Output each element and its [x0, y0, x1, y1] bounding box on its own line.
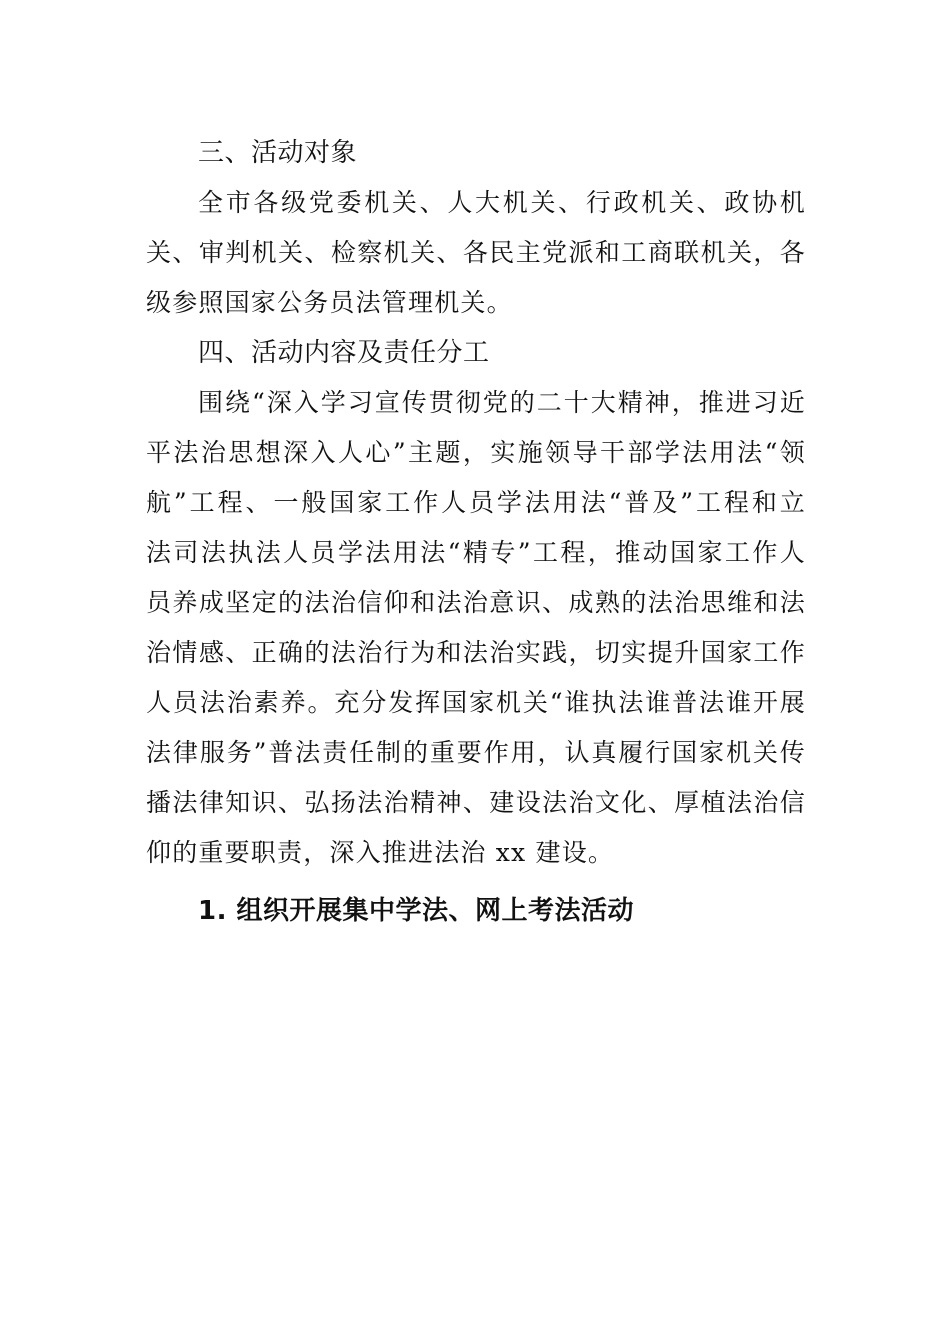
paragraph-line: 员养成坚定的法治信仰和法治意识、成熟的法治思维和法	[146, 588, 806, 617]
section-4-paragraph	[146, 378, 806, 878]
paragraph-line: 仰的重要职责，深入推进法治 xx 建设。	[146, 838, 615, 867]
paragraph-line: 播法律知识、弘扬法治精神、建设法治文化、厚植法治信	[146, 788, 806, 817]
paragraph-line: 平法治思想深入人心”主题，实施领导干部学法用法“领	[146, 438, 806, 467]
paragraph-line: 关、审判机关、检察机关、各民主党派和工商联机关，各	[146, 238, 806, 267]
paragraph-line: 航”工程、一般国家工作人员学法用法“普及”工程和立	[146, 488, 806, 517]
paragraph-line: 治情感、正确的法治行为和法治实践，切实提升国家工作	[146, 638, 806, 667]
paragraph-line: 级参照国家公务员法管理机关。	[146, 288, 513, 317]
paragraph-line: 全市各级党委机关、人大机关、行政机关、政协机	[198, 188, 806, 217]
paragraph-line: 法司法执法人员学法用法“精专”工程，推动国家工作人	[146, 538, 806, 567]
section-4-heading: 四、活动内容及责任分工	[198, 338, 490, 368]
document-body	[146, 128, 806, 936]
paragraph-line: 围绕“深入学习宣传贯彻党的二十大精神，推进习近	[198, 388, 806, 417]
subsection-1-heading: 1. 组织开展集中学法、网上考法活动	[198, 896, 635, 926]
section-3-paragraph	[146, 178, 806, 328]
section-3-heading: 三、活动对象	[198, 138, 358, 168]
paragraph-line: 人员法治素养。充分发挥国家机关“谁执法谁普法谁开展	[146, 688, 806, 717]
paragraph-line: 法律服务”普法责任制的重要作用，认真履行国家机关传	[146, 738, 806, 767]
